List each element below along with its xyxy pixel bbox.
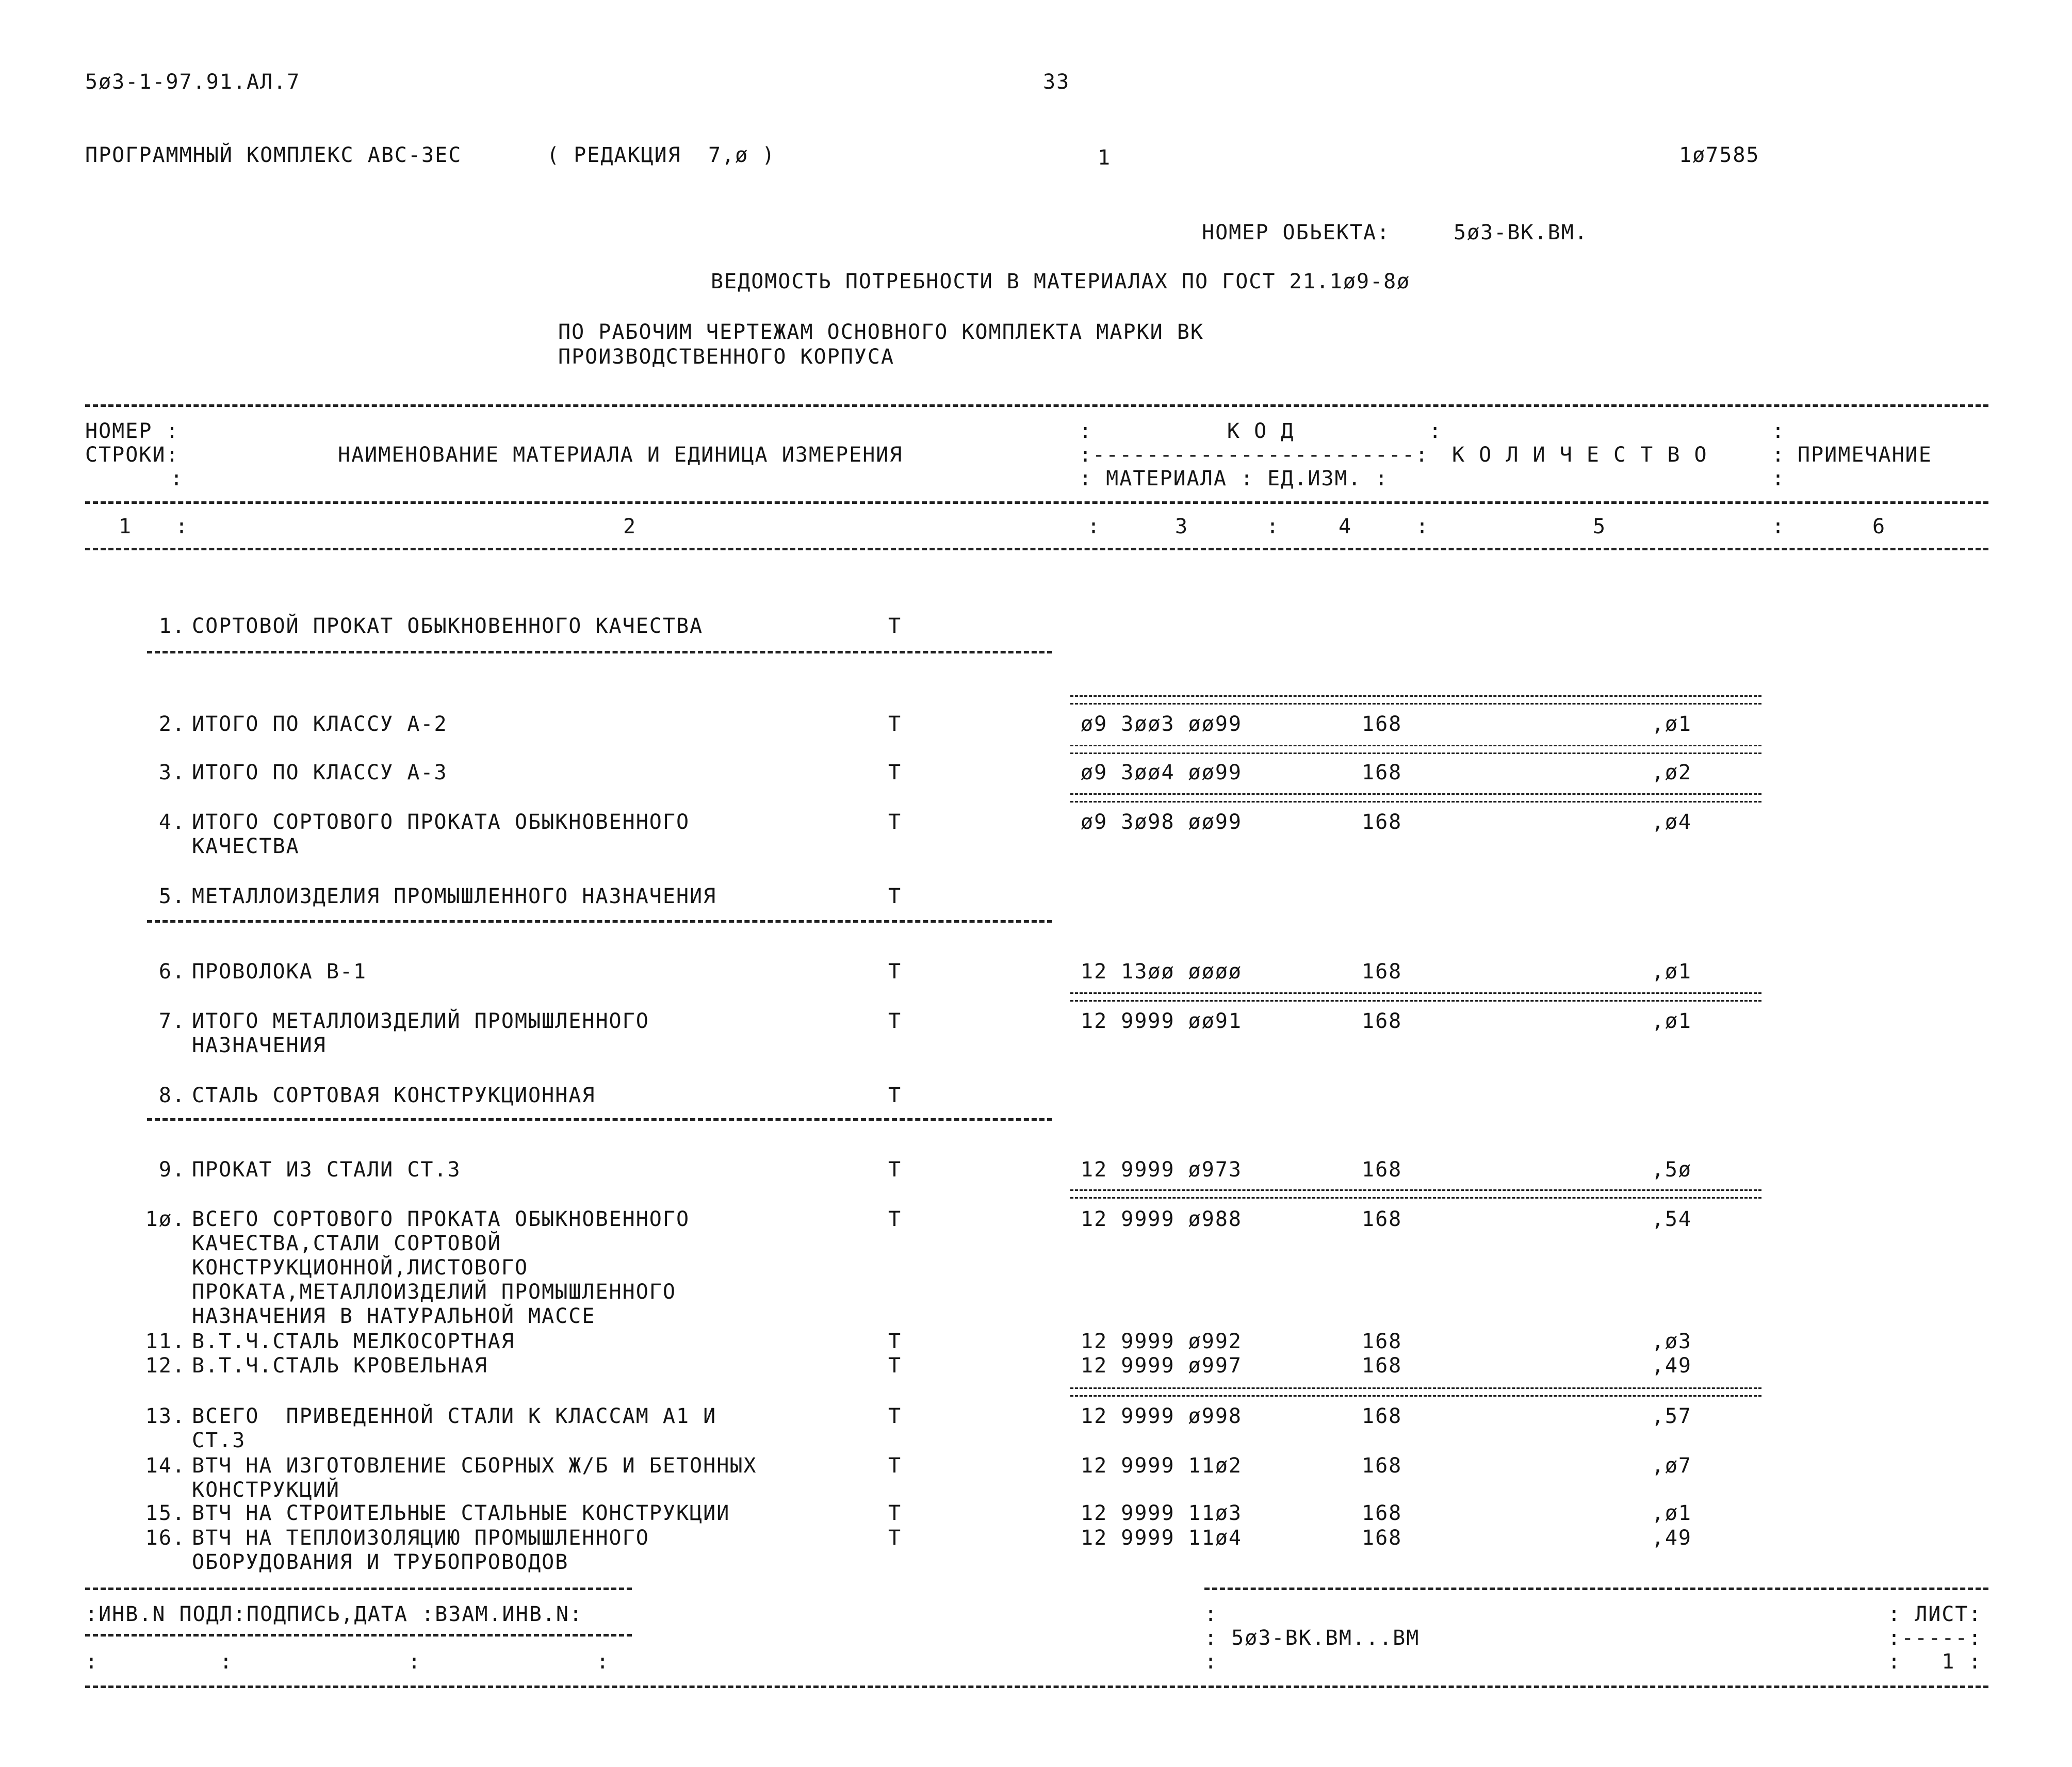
row-number: 1. [158,614,186,638]
header-quantity-sep-mid: : [1772,443,1786,467]
unit-code: 168 [1362,1207,1402,1231]
material-name-continued: КАЧЕСТВА,СТАЛИ СОРТОВОЙ [192,1232,501,1255]
unit-code: 168 [1362,960,1402,984]
unit-code: 168 [1362,1158,1402,1182]
stamp-top-rule [85,1588,632,1590]
stamp-cells: : : : : [85,1650,610,1674]
column-separator: : [1087,515,1101,538]
unit-code: 168 [1362,1354,1402,1378]
quantity: ,ø4 [1651,810,1692,834]
column-number-3: 3 [1175,515,1189,538]
material-name: ИТОГО СОРТОВОГО ПРОКАТА ОБЫКНОВЕННОГО [192,810,690,834]
column-separator: : [1416,515,1430,538]
total-rule [1070,695,1761,705]
total-rule [1070,793,1761,803]
material-name-continued: СТ.3 [192,1429,246,1452]
total-rule [1070,1189,1761,1199]
material-code: 12 9999 ø992 [1081,1330,1242,1353]
unit: Т [888,1501,902,1525]
material-name: ПРОКАТ ИЗ СТАЛИ СТ.3 [192,1158,461,1182]
row-number: 1ø. [145,1207,186,1231]
material-name-continued: КОНСТРУКЦИЙ [192,1478,340,1502]
quantity: ,5ø [1651,1158,1692,1182]
quantity: ,ø1 [1651,960,1692,984]
header-material-name: НАИМЕНОВАНИЕ МАТЕРИАЛА И ЕДИНИЦА ИЗМЕРЕНИЯ [338,443,903,467]
sheet-index: 1 [1098,146,1112,170]
quantity: ,ø2 [1651,761,1692,784]
column-number-rule [85,548,1988,550]
document-subtitle-line1: ПО РАБОЧИМ ЧЕРТЕЖАМ ОСНОВНОГО КОМПЛЕКТА МАРКИ ВК [558,320,1204,344]
header-code: : К О Д : [1079,419,1443,443]
unit-code: 168 [1362,712,1402,736]
column-number-4: 4 [1339,515,1352,538]
sheet-number: : 1 : [1888,1650,1982,1674]
unit-code: 168 [1362,1404,1402,1428]
material-code: 12 9999 ø973 [1081,1158,1242,1182]
column-number-2: 2 [623,515,637,538]
material-code: 12 9999 11ø3 [1081,1501,1242,1525]
quantity: ,ø1 [1651,1501,1692,1525]
object-number-label: НОМЕР ОБЬЕКТА: [1202,221,1391,244]
unit: Т [888,1404,902,1428]
row-number: 6. [158,960,186,984]
row-number: 11. [145,1330,186,1353]
unit: Т [888,761,902,784]
material-name-continued: ПРОКАТА,МЕТАЛЛОИЗДЕЛИЙ ПРОМЫШЛЕННОГО [192,1280,676,1304]
material-name: ПРОВОЛОКА В-1 [192,960,367,984]
row-number: 4. [158,810,186,834]
header-row-number-line3: : [170,467,184,490]
unit-code: 168 [1362,761,1402,784]
unit-code: 168 [1362,1501,1402,1525]
unit: Т [888,1158,902,1182]
unit: Т [888,1526,902,1550]
material-code: 12 9999 11ø4 [1081,1526,1242,1550]
stamp-mid-rule [85,1634,632,1637]
run-number: 1ø7585 [1679,143,1760,167]
section-rule [147,651,1052,653]
row-number: 15. [145,1501,186,1525]
unit: Т [888,712,902,736]
unit-code: 168 [1362,1330,1402,1353]
material-name: ИТОГО МЕТАЛЛОИЗДЕЛИЙ ПРОМЫШЛЕННОГО [192,1009,649,1033]
doc-ref-separator: : [1204,1650,1218,1674]
section-rule [147,920,1052,923]
material-name: ВТЧ НА ТЕПЛОИЗОЛЯЦИЮ ПРОМЫШЛЕННОГО [192,1526,649,1550]
document-code: 5ø3-1-97.91.АЛ.7 [85,70,301,94]
object-number-value: 5ø3-ВК.ВМ. [1454,221,1588,244]
doc-reference: : 5ø3-ВК.ВМ...ВМ [1204,1626,1420,1650]
material-name: ВСЕГО СОРТОВОГО ПРОКАТА ОБЫКНОВЕННОГО [192,1207,690,1231]
stamp-headers: :ИНВ.N ПОДЛ:ПОДПИСЬ,ДАТА :ВЗАМ.ИНВ.N: [85,1602,583,1626]
total-rule [1070,1387,1761,1397]
program-name: ПРОГРАММНЫЙ КОМПЛЕКС АВС-3ЕС [85,143,462,167]
material-code: 12 9999 11ø2 [1081,1454,1242,1478]
quantity: ,ø3 [1651,1330,1692,1353]
header-note: ПРИМЕЧАНИЕ [1798,443,1932,467]
section-rule [147,1118,1052,1121]
quantity: ,ø1 [1651,712,1692,736]
header-row-number-line1: НОМЕР : [85,419,180,443]
material-code: 12 9999 ø997 [1081,1354,1242,1378]
material-name-continued: НАЗНАЧЕНИЯ В НАТУРАЛЬНОЙ МАССЕ [192,1304,596,1328]
material-name-continued: КОНСТРУКЦИОННОЙ,ЛИСТОВОГО [192,1256,529,1280]
row-number: 2. [158,712,186,736]
unit-code: 168 [1362,1009,1402,1033]
material-name: ИТОГО ПО КЛАССУ А-2 [192,712,448,736]
unit-code: 168 [1362,810,1402,834]
unit: Т [888,1207,902,1231]
unit: Т [888,614,902,638]
total-rule [1070,745,1761,754]
quantity: ,ø7 [1651,1454,1692,1478]
material-code: 12 13øø øøøø [1081,960,1242,984]
document-subtitle-line2: ПРОИЗВОДСТВЕННОГО КОРПУСА [558,345,895,369]
program-edition: ( РЕДАКЦИЯ 7,ø ) [547,143,776,167]
column-separator: : [175,515,189,538]
total-rule [1070,992,1761,1002]
material-name-continued: НАЗНАЧЕНИЯ [192,1034,327,1057]
unit: Т [888,885,902,908]
row-number: 13. [145,1404,186,1428]
unit: Т [888,1454,902,1478]
quantity: ,49 [1651,1354,1692,1378]
material-code: ø9 3øø3 øø99 [1081,712,1242,736]
quantity: ,54 [1651,1207,1692,1231]
doc-ref-separator: : [1204,1602,1218,1626]
row-number: 3. [158,761,186,784]
table-top-rule [85,404,1988,407]
row-number: 5. [158,885,186,908]
column-number-6: 6 [1872,515,1886,538]
unit: Т [888,1354,902,1378]
header-rule [85,501,1988,504]
column-number-1: 1 [119,515,133,538]
material-name: ИТОГО ПО КЛАССУ А-3 [192,761,448,784]
page-number: 33 [1043,70,1070,94]
unit: Т [888,960,902,984]
row-number: 7. [158,1009,186,1033]
doc-ref-top-rule [1204,1588,1988,1590]
material-code: 12 9999 øø91 [1081,1009,1242,1033]
material-name: МЕТАЛЛОИЗДЕЛИЯ ПРОМЫШЛЕННОГО НАЗНАЧЕНИЯ [192,885,717,908]
material-name: СОРТОВОЙ ПРОКАТ ОБЫКНОВЕННОГО КАЧЕСТВА [192,614,704,638]
unit-code: 168 [1362,1454,1402,1478]
material-code: 12 9999 ø998 [1081,1404,1242,1428]
document-title: ВЕДОМОСТЬ ПОТРЕБНОСТИ В МАТЕРИАЛАХ ПО ГОСТ 21.1ø9-8ø [711,270,1411,293]
material-name: СТАЛЬ СОРТОВАЯ КОНСТРУКЦИОННАЯ [192,1084,596,1107]
material-name: В.Т.Ч.СТАЛЬ МЕЛКОСОРТНАЯ [192,1330,515,1353]
row-number: 12. [145,1354,186,1378]
material-name-continued: ОБОРУДОВАНИЯ И ТРУБОПРОВОДОВ [192,1550,569,1574]
quantity: ,57 [1651,1404,1692,1428]
material-name-continued: КАЧЕСТВА [192,835,300,858]
sheet-separator: :-----: [1888,1626,1982,1650]
page-bottom-rule [85,1686,1988,1688]
row-number: 9. [158,1158,186,1182]
column-separator: : [1266,515,1280,538]
material-name: ВТЧ НА ИЗГОТОВЛЕНИЕ СБОРНЫХ Ж/Б И БЕТОННЫХ [192,1454,757,1478]
quantity: ,49 [1651,1526,1692,1550]
header-quantity-sep-bottom: : [1772,467,1786,490]
unit: Т [888,1330,902,1353]
column-separator: : [1772,515,1786,538]
sheet-label: : ЛИСТ: [1888,1602,1982,1626]
row-number: 8. [158,1084,186,1107]
header-code-subcolumns: : МАТЕРИАЛА : ЕД.ИЗМ. : [1079,467,1389,490]
header-row-number-line2: СТРОКИ: [85,443,180,467]
material-code: ø9 3øø4 øø99 [1081,761,1242,784]
material-name: В.Т.Ч.СТАЛЬ КРОВЕЛЬНАЯ [192,1354,488,1378]
material-code: 12 9999 ø988 [1081,1207,1242,1231]
header-quantity: К О Л И Ч Е С Т В О [1452,443,1708,467]
unit: Т [888,1084,902,1107]
row-number: 14. [145,1454,186,1478]
material-code: ø9 3ø98 øø99 [1081,810,1242,834]
unit: Т [888,810,902,834]
unit: Т [888,1009,902,1033]
header-code-divider: :------------------------: [1079,443,1429,467]
unit-code: 168 [1362,1526,1402,1550]
row-number: 16. [145,1526,186,1550]
column-number-5: 5 [1593,515,1607,538]
header-quantity-sep-top: : [1772,419,1786,443]
material-name: ВСЕГО ПРИВЕДЕННОЙ СТАЛИ К КЛАССАМ А1 И [192,1404,717,1428]
material-name: ВТЧ НА СТРОИТЕЛЬНЫЕ СТАЛЬНЫЕ КОНСТРУКЦИИ [192,1501,730,1525]
quantity: ,ø1 [1651,1009,1692,1033]
